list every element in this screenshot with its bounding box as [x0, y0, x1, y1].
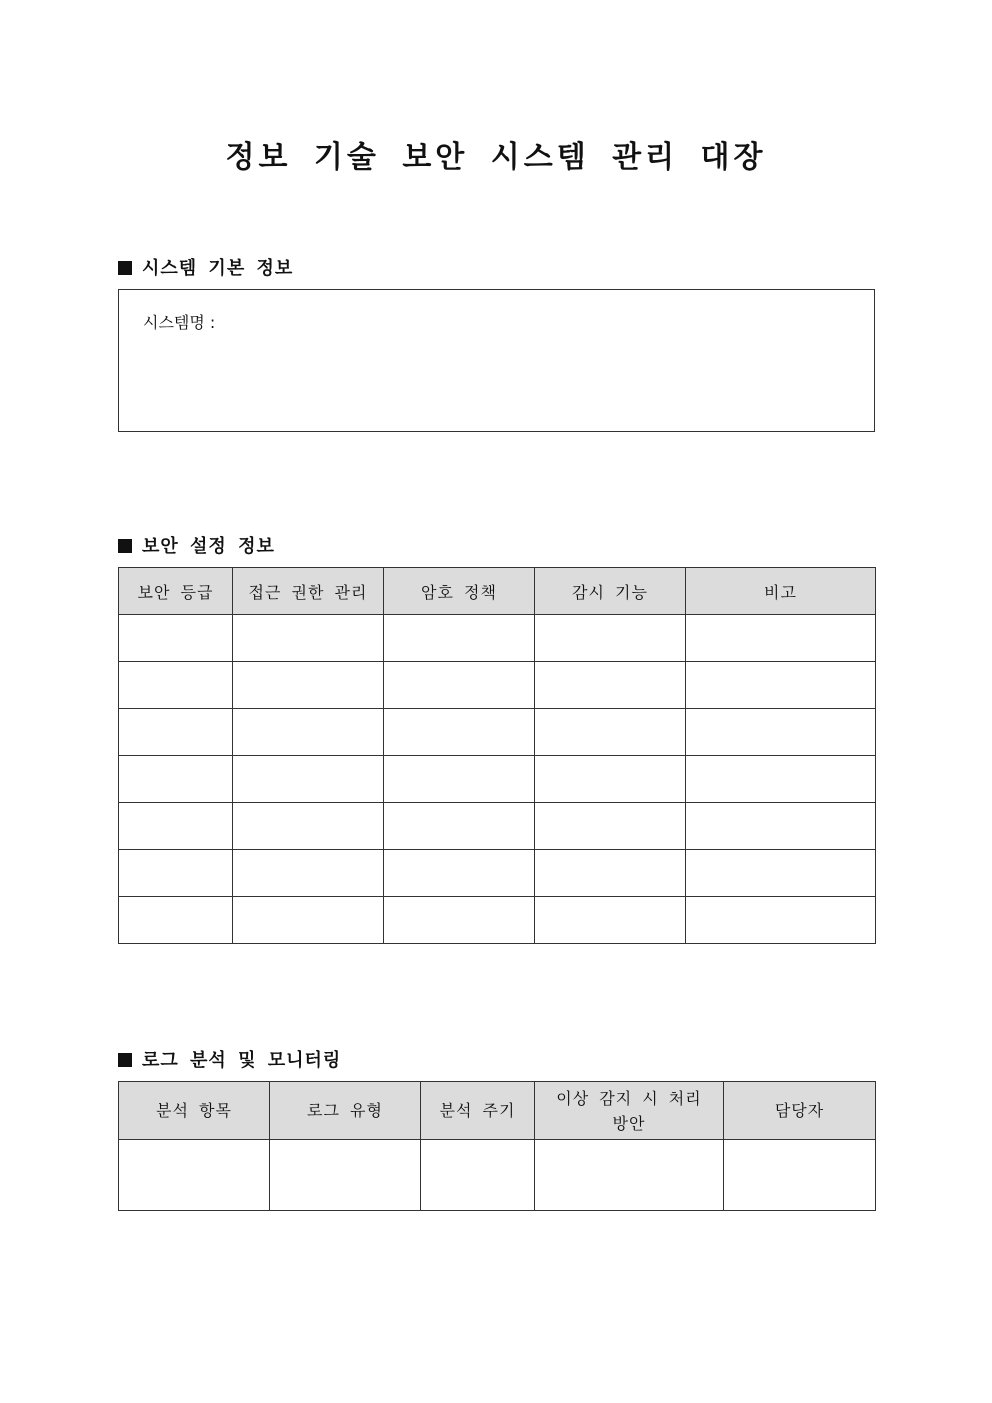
- log-analysis-heading: [118, 1046, 341, 1072]
- table-cell[interactable]: [233, 615, 384, 662]
- table-cell[interactable]: [535, 662, 686, 709]
- table-cell[interactable]: [686, 756, 876, 803]
- table-header-row: [119, 1082, 876, 1140]
- table-row: [119, 756, 876, 803]
- table-cell[interactable]: [119, 1140, 270, 1211]
- table-cell[interactable]: [686, 662, 876, 709]
- column-header-remarks: 비고: [686, 568, 876, 615]
- table-cell[interactable]: [119, 756, 233, 803]
- table-cell[interactable]: [270, 1140, 421, 1211]
- column-header-analysis-item: 분석 항목: [119, 1082, 270, 1140]
- table-cell[interactable]: [535, 709, 686, 756]
- security-settings-heading-text: 보안 설정 정보: [142, 536, 275, 557]
- table-row: [119, 897, 876, 944]
- table-cell[interactable]: [535, 850, 686, 897]
- table-cell[interactable]: [686, 803, 876, 850]
- square-bullet-icon: [118, 1053, 132, 1067]
- table-row: [119, 803, 876, 850]
- table-cell[interactable]: [233, 803, 384, 850]
- log-analysis-table: [118, 1081, 876, 1211]
- table-cell[interactable]: [384, 756, 535, 803]
- table-cell[interactable]: [119, 897, 233, 944]
- table-cell[interactable]: [686, 615, 876, 662]
- table-cell[interactable]: [119, 803, 233, 850]
- column-header-monitoring-function: 감시 기능: [535, 568, 686, 615]
- table-cell[interactable]: [384, 803, 535, 850]
- system-name-label: 시스템명 :: [143, 313, 216, 332]
- table-row: [119, 709, 876, 756]
- table-cell[interactable]: [233, 897, 384, 944]
- security-settings-table: [118, 567, 876, 944]
- table-cell[interactable]: [535, 756, 686, 803]
- table-cell[interactable]: [535, 803, 686, 850]
- log-analysis-heading-text: 로그 분석 및 모니터링: [142, 1050, 342, 1071]
- square-bullet-icon: [118, 539, 132, 553]
- table-cell[interactable]: [119, 850, 233, 897]
- table-cell[interactable]: [724, 1140, 876, 1211]
- table-cell[interactable]: [384, 897, 535, 944]
- table-cell[interactable]: [535, 1140, 724, 1211]
- table-cell[interactable]: [384, 850, 535, 897]
- table-cell[interactable]: [384, 662, 535, 709]
- table-cell[interactable]: [535, 615, 686, 662]
- table-row: [119, 662, 876, 709]
- table-cell[interactable]: [535, 897, 686, 944]
- table-cell[interactable]: [384, 709, 535, 756]
- table-cell[interactable]: [233, 709, 384, 756]
- table-cell[interactable]: [233, 662, 384, 709]
- square-bullet-icon: [118, 261, 132, 275]
- table-cell[interactable]: [421, 1140, 535, 1211]
- table-row: [119, 850, 876, 897]
- table-cell[interactable]: [686, 709, 876, 756]
- column-header-access-control: 접근 권한 관리: [233, 568, 384, 615]
- table-cell[interactable]: [119, 615, 233, 662]
- column-header-anomaly-response: 이상 감지 시 처리 방안: [535, 1082, 724, 1140]
- table-header-row: [119, 568, 876, 615]
- system-info-heading: [118, 254, 293, 280]
- table-cell[interactable]: [384, 615, 535, 662]
- table-cell[interactable]: [686, 897, 876, 944]
- column-header-person-in-charge: 담당자: [724, 1082, 876, 1140]
- table-row: [119, 1140, 876, 1211]
- table-cell[interactable]: [233, 756, 384, 803]
- document-title: 정보 기술 보안 시스템 관리 대장: [225, 140, 767, 175]
- column-header-analysis-cycle: 분석 주기: [421, 1082, 535, 1140]
- table-cell[interactable]: [686, 850, 876, 897]
- column-header-log-type: 로그 유형: [270, 1082, 421, 1140]
- table-row: [119, 615, 876, 662]
- system-info-heading-text: 시스템 기본 정보: [142, 258, 294, 279]
- security-settings-heading: [118, 532, 275, 558]
- table-cell[interactable]: [119, 662, 233, 709]
- table-cell[interactable]: [233, 850, 384, 897]
- column-header-password-policy: 암호 정책: [384, 568, 535, 615]
- system-info-box: [118, 289, 875, 432]
- column-header-security-level: 보안 등급: [119, 568, 233, 615]
- table-cell[interactable]: [119, 709, 233, 756]
